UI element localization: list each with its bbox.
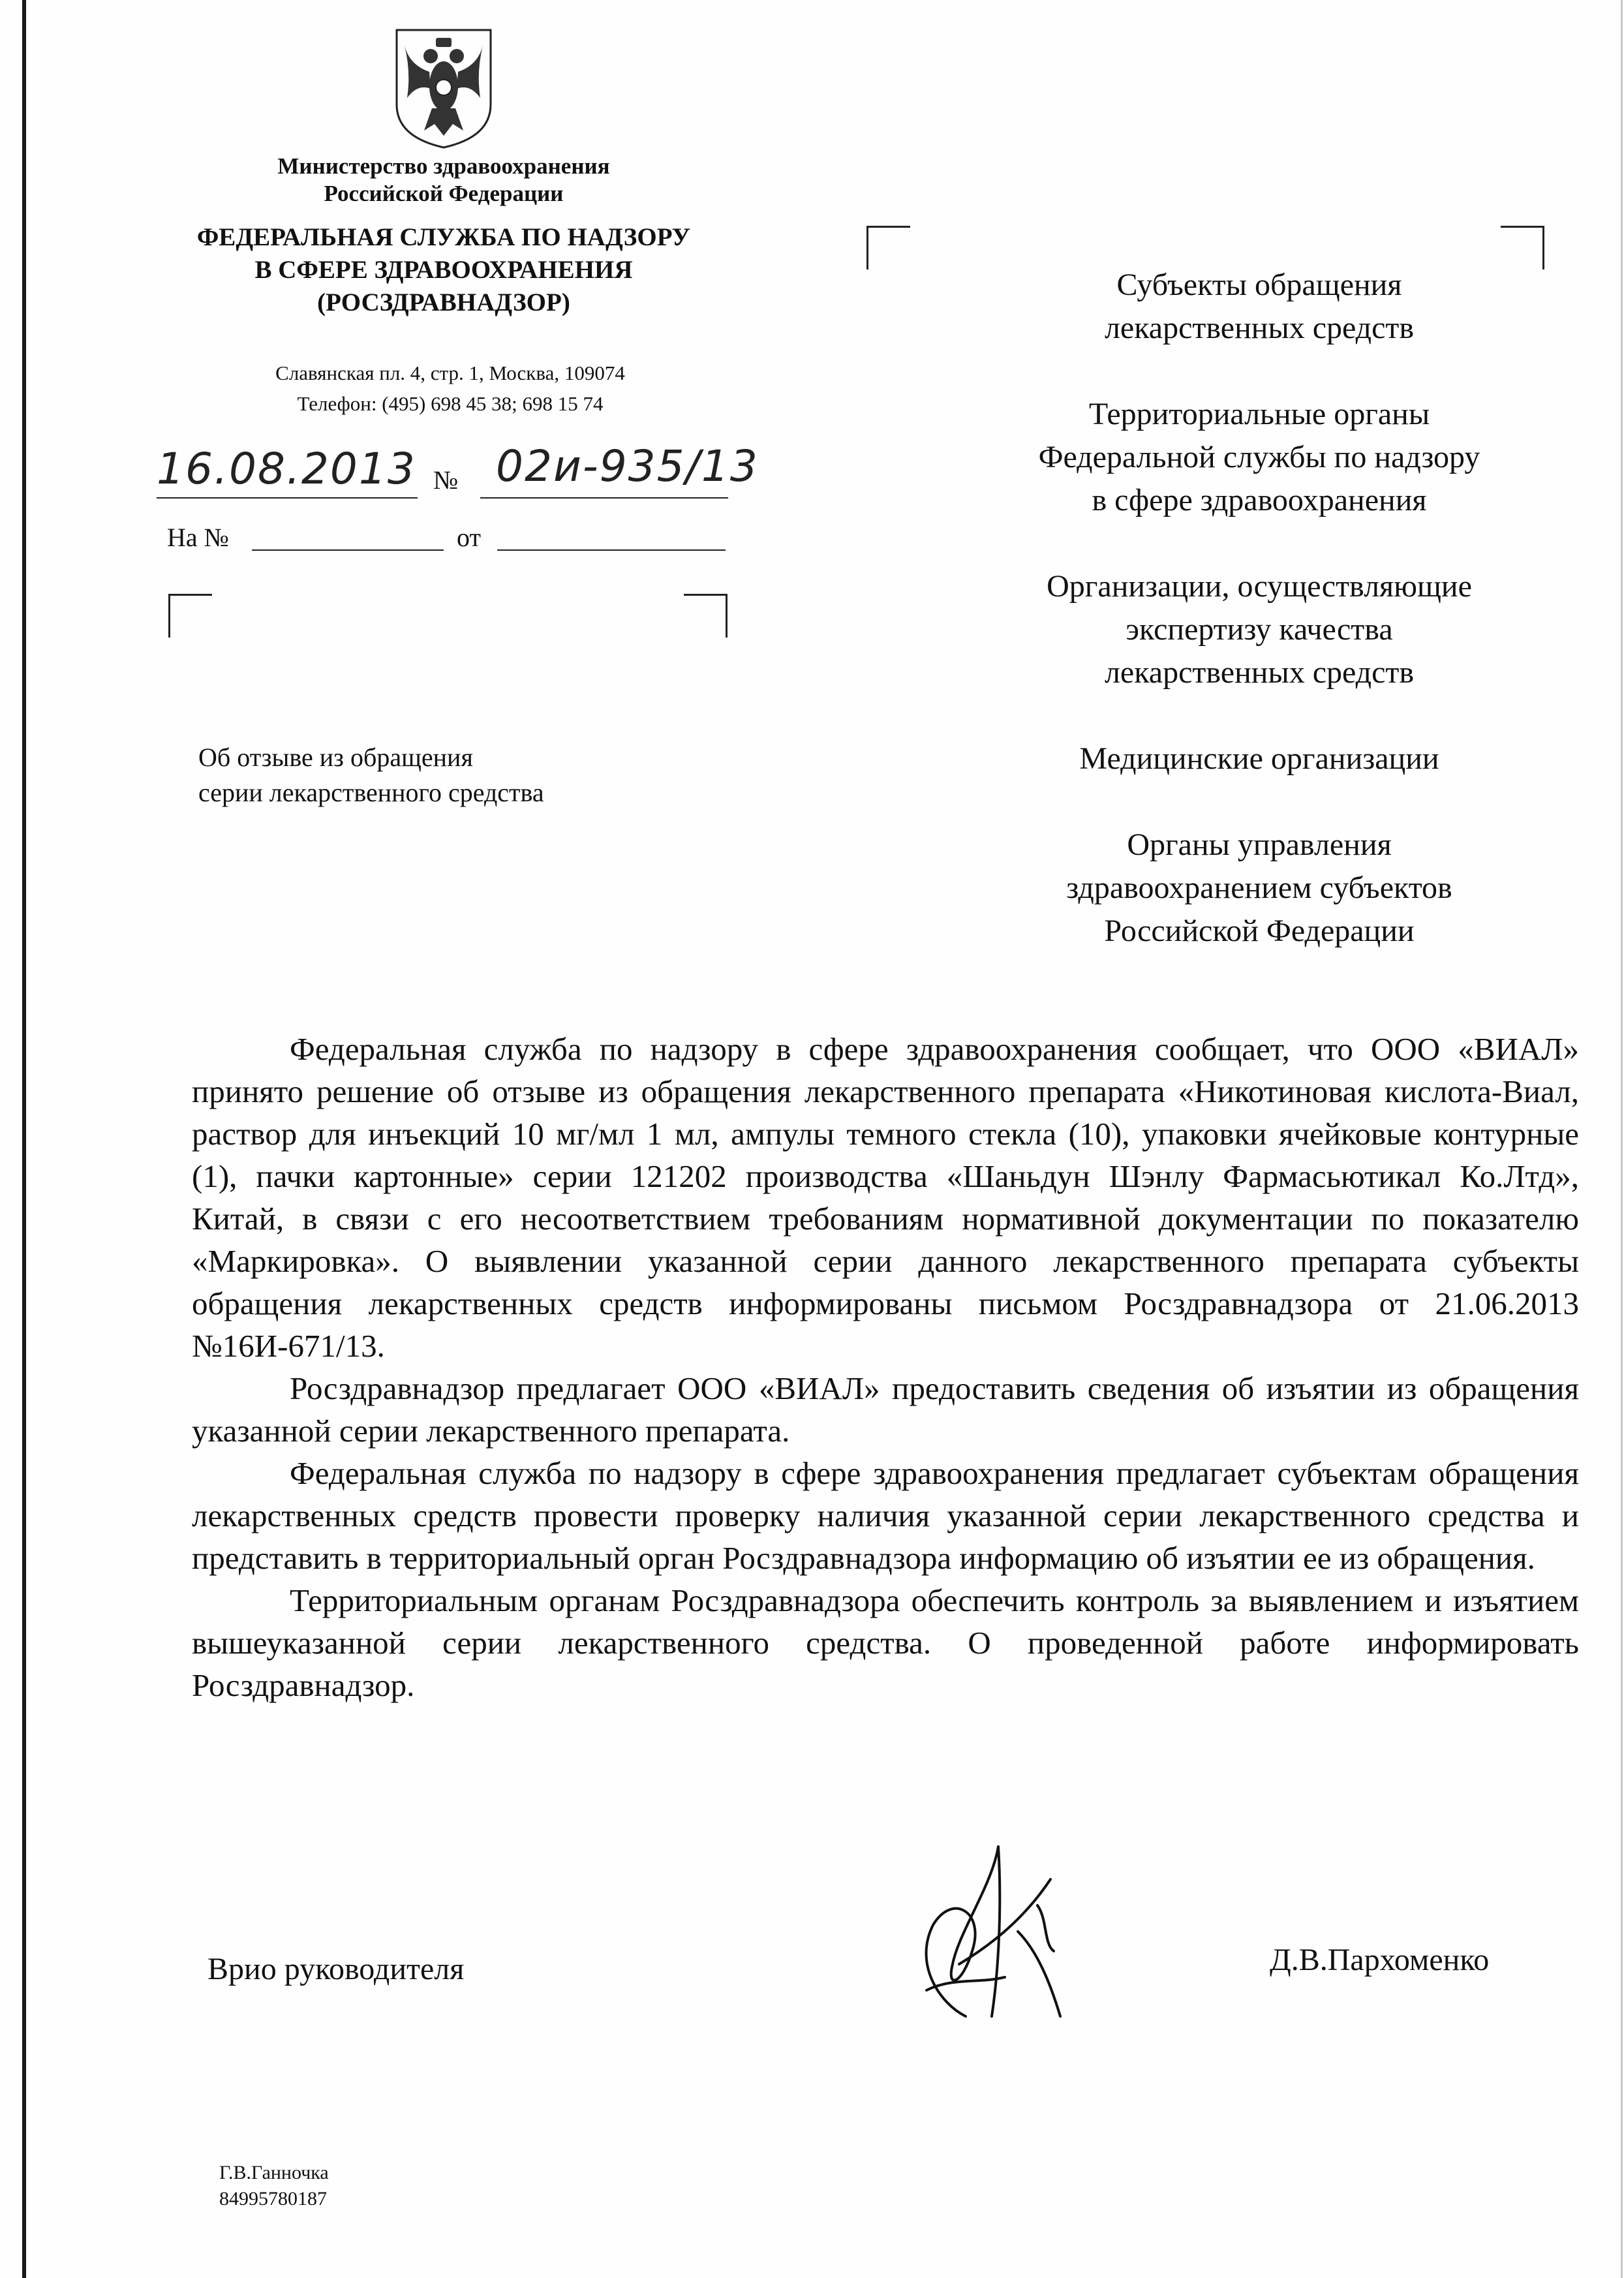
service-name-line1: ФЕДЕРАЛЬНАЯ СЛУЖБА ПО НАДЗОРУ [196,223,691,251]
ministry-name-line2: Российской Федерации [324,181,564,206]
recipient-line: в сфере здравоохранения [1092,483,1427,517]
registration-number: 02и-935/13 [496,441,759,491]
service-address: Славянская пл. 4, стр. 1, Москва, 109074 [275,362,625,384]
executor-phone: 84995780187 [219,2188,327,2209]
recipient-line: здравоохранением субъектов [1066,870,1452,905]
subject-line2: серии лекарственного средства [198,778,544,807]
service-phone: Телефон: (495) 698 45 38; 698 15 74 [297,392,604,415]
recipient-line: Российской Федерации [1104,914,1415,948]
ministry-name-line1: Министерство здравоохранения [277,153,610,179]
service-name-line3: (РОСЗДРАВНАДЗОР) [317,288,570,316]
recipients-bracket-left [866,226,910,269]
recipient-line: лекарственных средств [1104,655,1415,690]
recipient-block [940,393,1579,522]
coat-of-arms-icon [391,26,496,150]
in-reply-label: На № [167,523,229,552]
number-underline [480,497,728,499]
recipient-line: Субъекты обращения [1116,268,1402,302]
subject-line1: Об отзыве из обращения [198,743,473,772]
recipient-line: Федеральной службы по надзору [1038,440,1480,474]
recipient-line: Организации, осуществляющие [1047,569,1472,604]
body-paragraph: Территориальным органам Росздравнадзора обеспечить контроль за выявлением и изъятием вышеуказанной серии лекарственного средства. О проведенной работе информировать Росздравнадзор. [192,1582,1579,1703]
body-paragraph: Федеральная служба по надзору в сфере здравоохранения предлагает субъектам обращения лекарственных средств провести проверку наличия указанной серии лекарственного средства и представить в территориальный орган Росздравнадзора информацию об изъятии ее из обращения. [192,1455,1579,1576]
recipient-line: Территориальные органы [1088,397,1430,431]
body-paragraph: Росздравнадзор предлагает ООО «ВИАЛ» предоставить сведения об изъятии из обращения указанной серии лекарственного препарата. [192,1370,1579,1449]
from-label: от [457,523,481,552]
recipients-list [940,264,1579,953]
recipients-bracket-right [1501,226,1544,269]
handwritten-signature-icon [887,1821,1096,2036]
recipient-line: лекарственных средств [1104,311,1415,345]
recipient-block [940,565,1579,694]
service-name-line2: В СФЕРЕ ЗДРАВООХРАНЕНИЯ [254,256,633,284]
recipient-line: экспертизу качества [1126,612,1393,647]
body-paragraph: Федеральная служба по надзору в сфере здравоохранения сообщает, что ООО «ВИАЛ» принято решение об отзыве из обращения лекарственного препарата «Никотиновая кислота-Виал, раствор для инъекций 10 мг/мл 1 мл, ампулы темного стекла (10), упаковки ячейковые контурные (1), пачки картонные» серии 121202 производства «Шаньдун Шэнлу Фармасьютикал Ко.Лтд», Китай, в связи с его несоответствием требованиям нормативной документации по показателю «Маркировка». О выявлении указанной серии данного лекарственного препарата субъекты обращения лекарственных средств информированы письмом Росздравнадзора от 21.06.2013 №16И-671/13. [192,1031,1579,1364]
signatory-name: Д.В.Пархоменко [1270,1943,1490,1977]
subject-bracket-right [684,594,728,638]
recipient-line: Медицинские организации [1079,741,1439,776]
scan-right-edge [1621,0,1623,2278]
number-sign: № [433,465,459,495]
subject-bracket-left [168,594,212,638]
recipient-line: Органы управления [1127,827,1392,862]
recipient-block [940,264,1579,350]
signatory-title: Врио руководителя [207,1952,465,1986]
executor-name: Г.В.Ганночка [219,2162,329,2183]
registration-date: 16.08.2013 [157,444,416,494]
letter-body [192,1028,1579,1706]
in-reply-underline [252,549,444,551]
date-underline [157,497,418,499]
recipient-block [940,737,1579,780]
recipient-block [940,823,1579,953]
from-underline [497,549,726,551]
scan-left-edge [22,0,26,2278]
